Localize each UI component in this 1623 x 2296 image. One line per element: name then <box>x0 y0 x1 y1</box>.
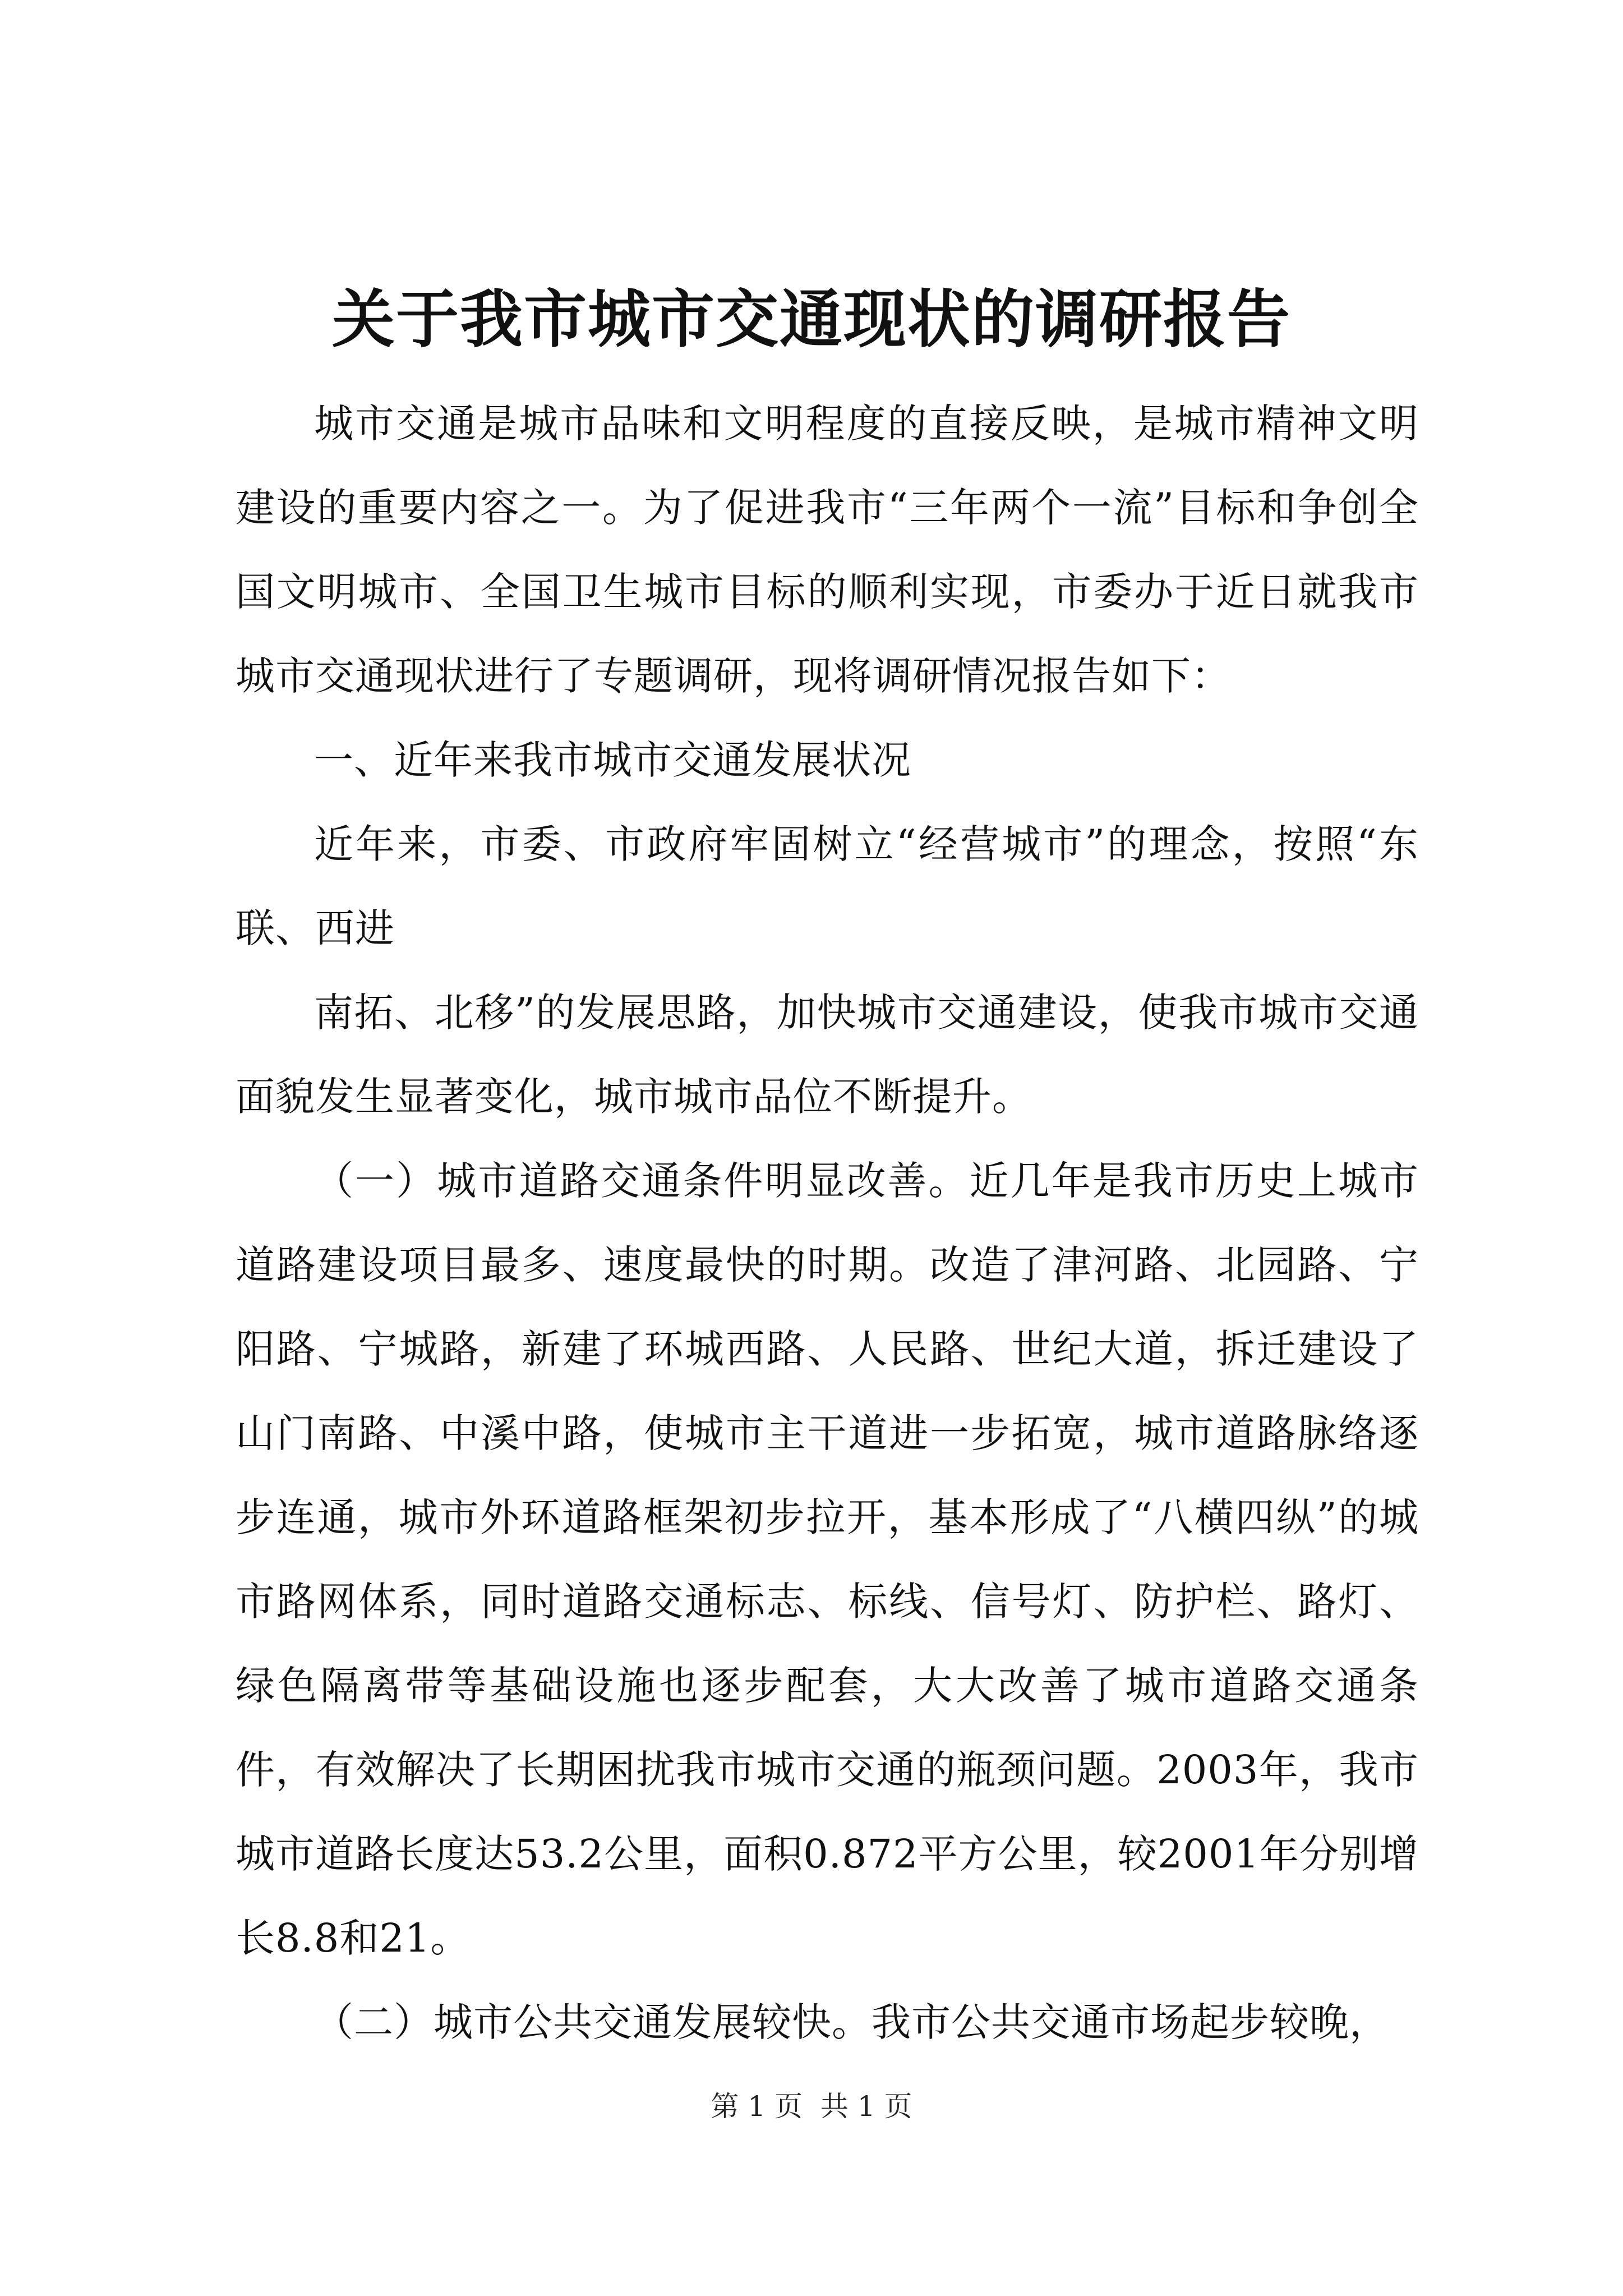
intro-paragraph: 城市交通是城市品味和文明程度的直接反映，是城市精神文明建设的重要内容之一。为了促进我市“三年两个一流”目标和争创全国文明城市、全国卫生城市目标的顺利实现，市委办于近日就我市城市交通现状进行了专题调研，现将调研情况报告如下： <box>236 401 1419 699</box>
document-title: 关于我市城市交通现状的调研报告 <box>332 283 1291 356</box>
document-body <box>236 381 1419 2064</box>
paragraph-road-conditions: （一）城市道路交通条件明显改善。近几年是我市历史上城市道路建设项目最多、速度最快的时期。改造了津河路、北园路、宁阳路、宁城路，新建了环城西路、人民路、世纪大道，拆迁建设了山门南路、中溪中路，使城市主干道进一步拓宽，城市道路脉络逐步连通，城市外环道路框架初步拉开，基本形成了“八横四纵”的城市路网体系，同时道路交通标志、标线、信号灯、防护栏、路灯、绿色隔离带等基础设施也逐步配套，大大改善了城市道路交通条件，有效解决了长期困扰我市城市交通的瓶颈问题。2003年，我市城市道路长度达53.2公里，面积0.872平方公里，较2001年分别增长8.8和21。 <box>236 1158 1419 1961</box>
paragraph-overview: 近年来，市委、市政府牢固树立“经营城市”的理念，按照“东联、西进 <box>236 821 1419 951</box>
paragraph-public-transport: （二）城市公共交通发展较快。我市公共交通市场起步较晚， <box>314 1999 1389 2045</box>
page-footer: 第 1 页 共 1 页 <box>711 2090 912 2123</box>
section-heading-1: 一、近年来我市城市交通发展状况 <box>314 737 911 783</box>
paragraph-overview-cont: 南拓、北移”的发展思路，加快城市交通建设，使我市城市交通面貌发生显著变化，城市城市品位不断提升。 <box>236 990 1419 1120</box>
